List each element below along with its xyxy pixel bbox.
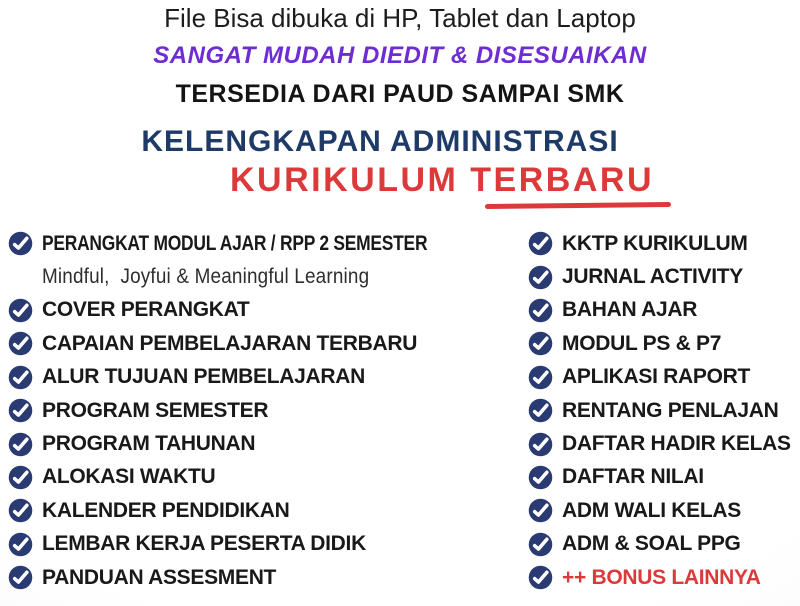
checklist-item	[528, 461, 800, 494]
checklist-item-label: ALUR TUJUAN PEMBELAJARAN	[42, 365, 365, 389]
checklist-item	[528, 327, 800, 360]
checklist-item-label: JURNAL ACTIVITY	[562, 265, 744, 289]
checklist-item-label: PROGRAM SEMESTER	[42, 398, 269, 422]
check-circle-icon	[528, 331, 553, 356]
page-title-administrasi: KELENGKAPAN ADMINISTRASI	[141, 125, 619, 158]
check-circle-icon	[8, 532, 33, 557]
checklist-item	[8, 494, 480, 527]
header-line-editable: SANGAT MUDAH DIEDIT & DISESUAIKAN	[153, 42, 647, 69]
checklist-item	[8, 461, 480, 494]
checklist-item	[528, 494, 800, 527]
checklist-item-label: ALOKASI WAKTU	[42, 465, 216, 489]
checklist-item	[528, 361, 800, 394]
check-circle-icon	[528, 465, 553, 490]
checklist-item	[8, 294, 480, 327]
check-circle-icon	[8, 565, 33, 590]
checklist-item-label: DAFTAR NILAI	[562, 465, 704, 489]
check-circle-icon	[528, 298, 553, 323]
check-circle-icon	[528, 231, 553, 256]
checklist-item	[8, 327, 480, 360]
checklist-column-right	[528, 227, 800, 594]
check-circle-icon	[8, 365, 33, 390]
checklist-item	[528, 294, 800, 327]
check-circle-icon	[8, 398, 33, 423]
checklist-item	[528, 260, 800, 293]
checklist-item-label: Mindful, Joyfui & Meaningful Learning	[42, 265, 370, 289]
checklist-item-label: LEMBAR KERJA PESERTA DIDIK	[42, 532, 366, 556]
checklist-item	[8, 528, 480, 561]
checklist-item-label: BAHAN AJAR	[562, 298, 698, 322]
checklist-item	[8, 427, 480, 460]
checklist-item	[528, 394, 800, 427]
check-circle-icon	[8, 231, 33, 256]
check-circle-icon	[528, 498, 553, 523]
checklist-item-label: RENTANG PENLAJAN	[562, 398, 779, 422]
checklist-item	[8, 394, 480, 427]
checklist-item	[8, 260, 480, 293]
header-line-devices: File Bisa dibuka di HP, Tablet dan Laptop	[164, 3, 636, 33]
check-circle-icon	[8, 465, 33, 490]
checklist-item-label: ADM WALI KELAS	[562, 498, 741, 522]
checklist-item-label: ++ BONUS LAINNYA	[562, 565, 761, 589]
checklist-item-label: COVER PERANGKAT	[42, 298, 250, 322]
checklist-column-left	[8, 227, 480, 594]
checklist-item	[528, 427, 800, 460]
checklist-item	[8, 361, 480, 394]
check-circle-icon	[528, 532, 553, 557]
check-circle-icon	[528, 565, 553, 590]
checklist-item	[8, 227, 480, 260]
checklist-item	[528, 561, 800, 594]
checklist-item-label: MODUL PS & P7	[562, 331, 722, 355]
checklist-item-label: PANDUAN ASSESMENT	[42, 565, 277, 589]
check-circle-icon	[8, 498, 33, 523]
checklist-item	[8, 561, 480, 594]
checklist-item-label: KALENDER PENDIDIKAN	[42, 498, 290, 522]
red-underline-stroke	[485, 202, 671, 209]
page-title-kurikulum: KURIKULUM TERBARU	[229, 161, 655, 199]
checklist-item-label: PERANGKAT MODUL AJAR / RPP 2 SEMESTER	[42, 231, 428, 255]
checklist-item-label: PROGRAM TAHUNAN	[42, 432, 256, 456]
check-circle-icon	[528, 265, 553, 290]
check-circle-icon	[528, 398, 553, 423]
check-circle-icon	[8, 331, 33, 356]
checklist-item-label: ADM & SOAL PPG	[562, 532, 741, 556]
checklist-item-label: DAFTAR HADIR KELAS	[562, 432, 791, 456]
checklist-item	[528, 227, 800, 260]
header-line-levels: TERSEDIA DARI PAUD SAMPAI SMK	[175, 80, 625, 108]
check-circle-icon	[8, 432, 33, 457]
checklist-item	[528, 528, 800, 561]
check-circle-icon	[8, 298, 33, 323]
checklist-item-label: KKTP KURIKULUM	[562, 231, 748, 255]
checklist-item-label: APLIKASI RAPORT	[562, 365, 751, 389]
check-circle-icon	[528, 432, 553, 457]
checklist-item-label: CAPAIAN PEMBELAJARAN TERBARU	[42, 331, 418, 355]
check-circle-icon	[528, 365, 553, 390]
